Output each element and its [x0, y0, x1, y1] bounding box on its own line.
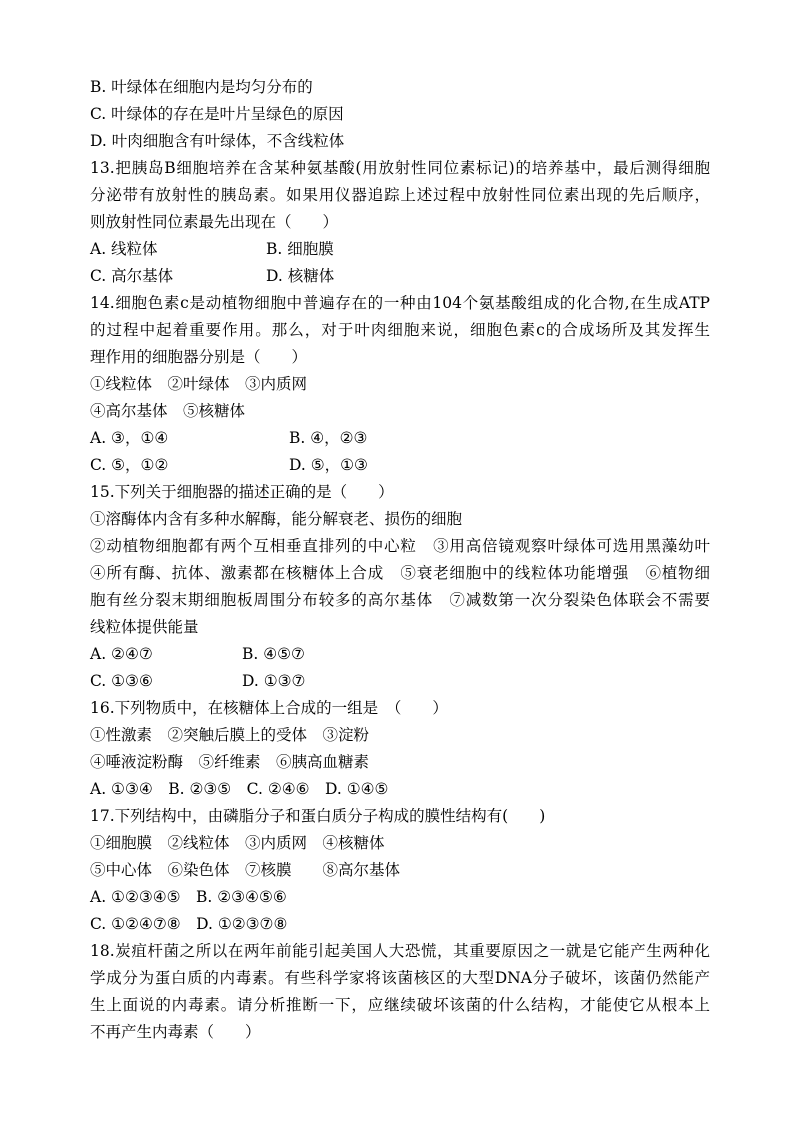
q16-stem-line-1: 16.下列物质中，在核糖体上合成的一组是 （ ） — [90, 699, 448, 717]
q16-options: A. ①③④ B. ②③⑤ C. ②④⑥ D. ①④⑤ — [90, 780, 389, 798]
q15-option-b: B. ④⑤⑦ — [242, 645, 305, 663]
q15-option-c: C. ①③⑥ — [90, 672, 153, 690]
q15-item-line-5: 线粒体提供能量 — [90, 618, 199, 636]
q18-stem-line-3: 生上面说的内毒素。请分析推断一下，应继续破坏该菌的什么结构，才能使它从根本上 — [90, 996, 710, 1014]
q15-options-row-2 — [90, 668, 710, 695]
q14-option-d: D. ⑤，①③ — [289, 456, 368, 474]
q15-stem-line-1: 15.下列关于细胞器的描述正确的是（ ） — [90, 483, 394, 501]
q13-options-row-2 — [90, 263, 710, 290]
q17-options-row-1: A. ①②③④⑤ B. ②③④⑤⑥ — [90, 888, 287, 906]
q17-items-line-2: ⑤中心体 ⑥染色体 ⑦核膜 ⑧高尔基体 — [90, 861, 401, 879]
q16-items-line-1: ①性激素 ②突触后膜上的受体 ③淀粉 — [90, 726, 370, 744]
q17-stem-line-1: 17.下列结构中，由磷脂分子和蛋白质分子构成的膜性结构有( ) — [90, 807, 546, 825]
q15-item-line-2: ②动植物细胞都有两个互相垂直排列的中心粒 ③用高倍镜观察叶绿体可选用黑藻幼叶 — [90, 537, 710, 555]
q14-stem-line-3: 理作用的细胞器分别是（ ） — [90, 348, 308, 366]
q18-stem-line-2: 学成分为蛋白质的内毒素。有些科学家将该菌核区的大型DNA分子破坏，该菌仍然能产 — [90, 969, 710, 987]
q17-options-row-2: C. ①②④⑦⑧ D. ①②③⑦⑧ — [90, 915, 288, 933]
q15-item-line-1: ①溶酶体内含有多种水解酶，能分解衰老、损伤的细胞 — [90, 510, 463, 528]
q13-stem-line-3: 则放射性同位素最先出现在（ ） — [90, 213, 339, 231]
q14-stem-line-2: 的过程中起着重要作用。那么，对于叶肉细胞来说，细胞色素c的合成场所及其发挥生 — [90, 321, 710, 339]
q12-option-b: B. 叶绿体在细胞内是均匀分布的 — [90, 78, 313, 96]
q18-stem-line-4: 不再产生内毒素（ ） — [90, 1023, 261, 1041]
page-content — [90, 74, 710, 1046]
q14-option-a: A. ③，①④ — [90, 429, 169, 447]
q16-items-line-2: ④唾液淀粉酶 ⑤纤维素 ⑥胰高血糖素 — [90, 753, 370, 771]
q14-items-line-2: ④高尔基体 ⑤核糖体 — [90, 402, 246, 420]
q14-options-row-2 — [90, 452, 710, 479]
q13-stem-line-2: 分泌带有放射性的胰岛素。如果用仪器追踪上述过程中放射性同位素出现的先后顺序， — [90, 186, 710, 204]
q18-stem-line-1: 18.炭疽杆菌之所以在两年前能引起美国人大恐慌，其重要原因之一就是它能产生两种化 — [90, 942, 710, 960]
q13-option-c: C. 高尔基体 — [90, 267, 174, 285]
q15-item-line-4: 胞有丝分裂末期细胞板周围分布较多的高尔基体 ⑦减数第一次分裂染色体联会不需要 — [90, 591, 710, 609]
q13-stem-line-1: 13.把胰岛B细胞培养在含某种氨基酸(用放射性同位素标记)的培养基中，最后测得细胞 — [90, 159, 710, 177]
q13-option-a: A. 线粒体 — [90, 240, 158, 258]
q15-option-d: D. ①③⑦ — [242, 672, 306, 690]
q15-options-row-1 — [90, 641, 710, 668]
q14-items-line-1: ①线粒体 ②叶绿体 ③内质网 — [90, 375, 308, 393]
q14-option-b: B. ④，②③ — [289, 429, 368, 447]
q12-option-d: D. 叶肉细胞含有叶绿体，不含线粒体 — [90, 132, 345, 150]
q13-option-b: B. 细胞膜 — [266, 240, 334, 258]
q14-options-row-1 — [90, 425, 710, 452]
q14-option-c: C. ⑤，①② — [90, 456, 169, 474]
q12-option-c: C. 叶绿体的存在是叶片呈绿色的原因 — [90, 105, 344, 123]
q15-option-a: A. ②④⑦ — [90, 645, 153, 663]
q15-item-line-3: ④所有酶、抗体、激素都在核糖体上合成 ⑤衰老细胞中的线粒体功能增强 ⑥植物细 — [90, 564, 710, 582]
q13-option-d: D. 核糖体 — [266, 267, 335, 285]
q14-stem-line-1: 14.细胞色素c是动植物细胞中普遍存在的一种由104个氨基酸组成的化合物,在生成ATP — [90, 294, 710, 312]
q13-options-row-1 — [90, 236, 710, 263]
q17-items-line-1: ①细胞膜 ②线粒体 ③内质网 ④核糖体 — [90, 834, 385, 852]
